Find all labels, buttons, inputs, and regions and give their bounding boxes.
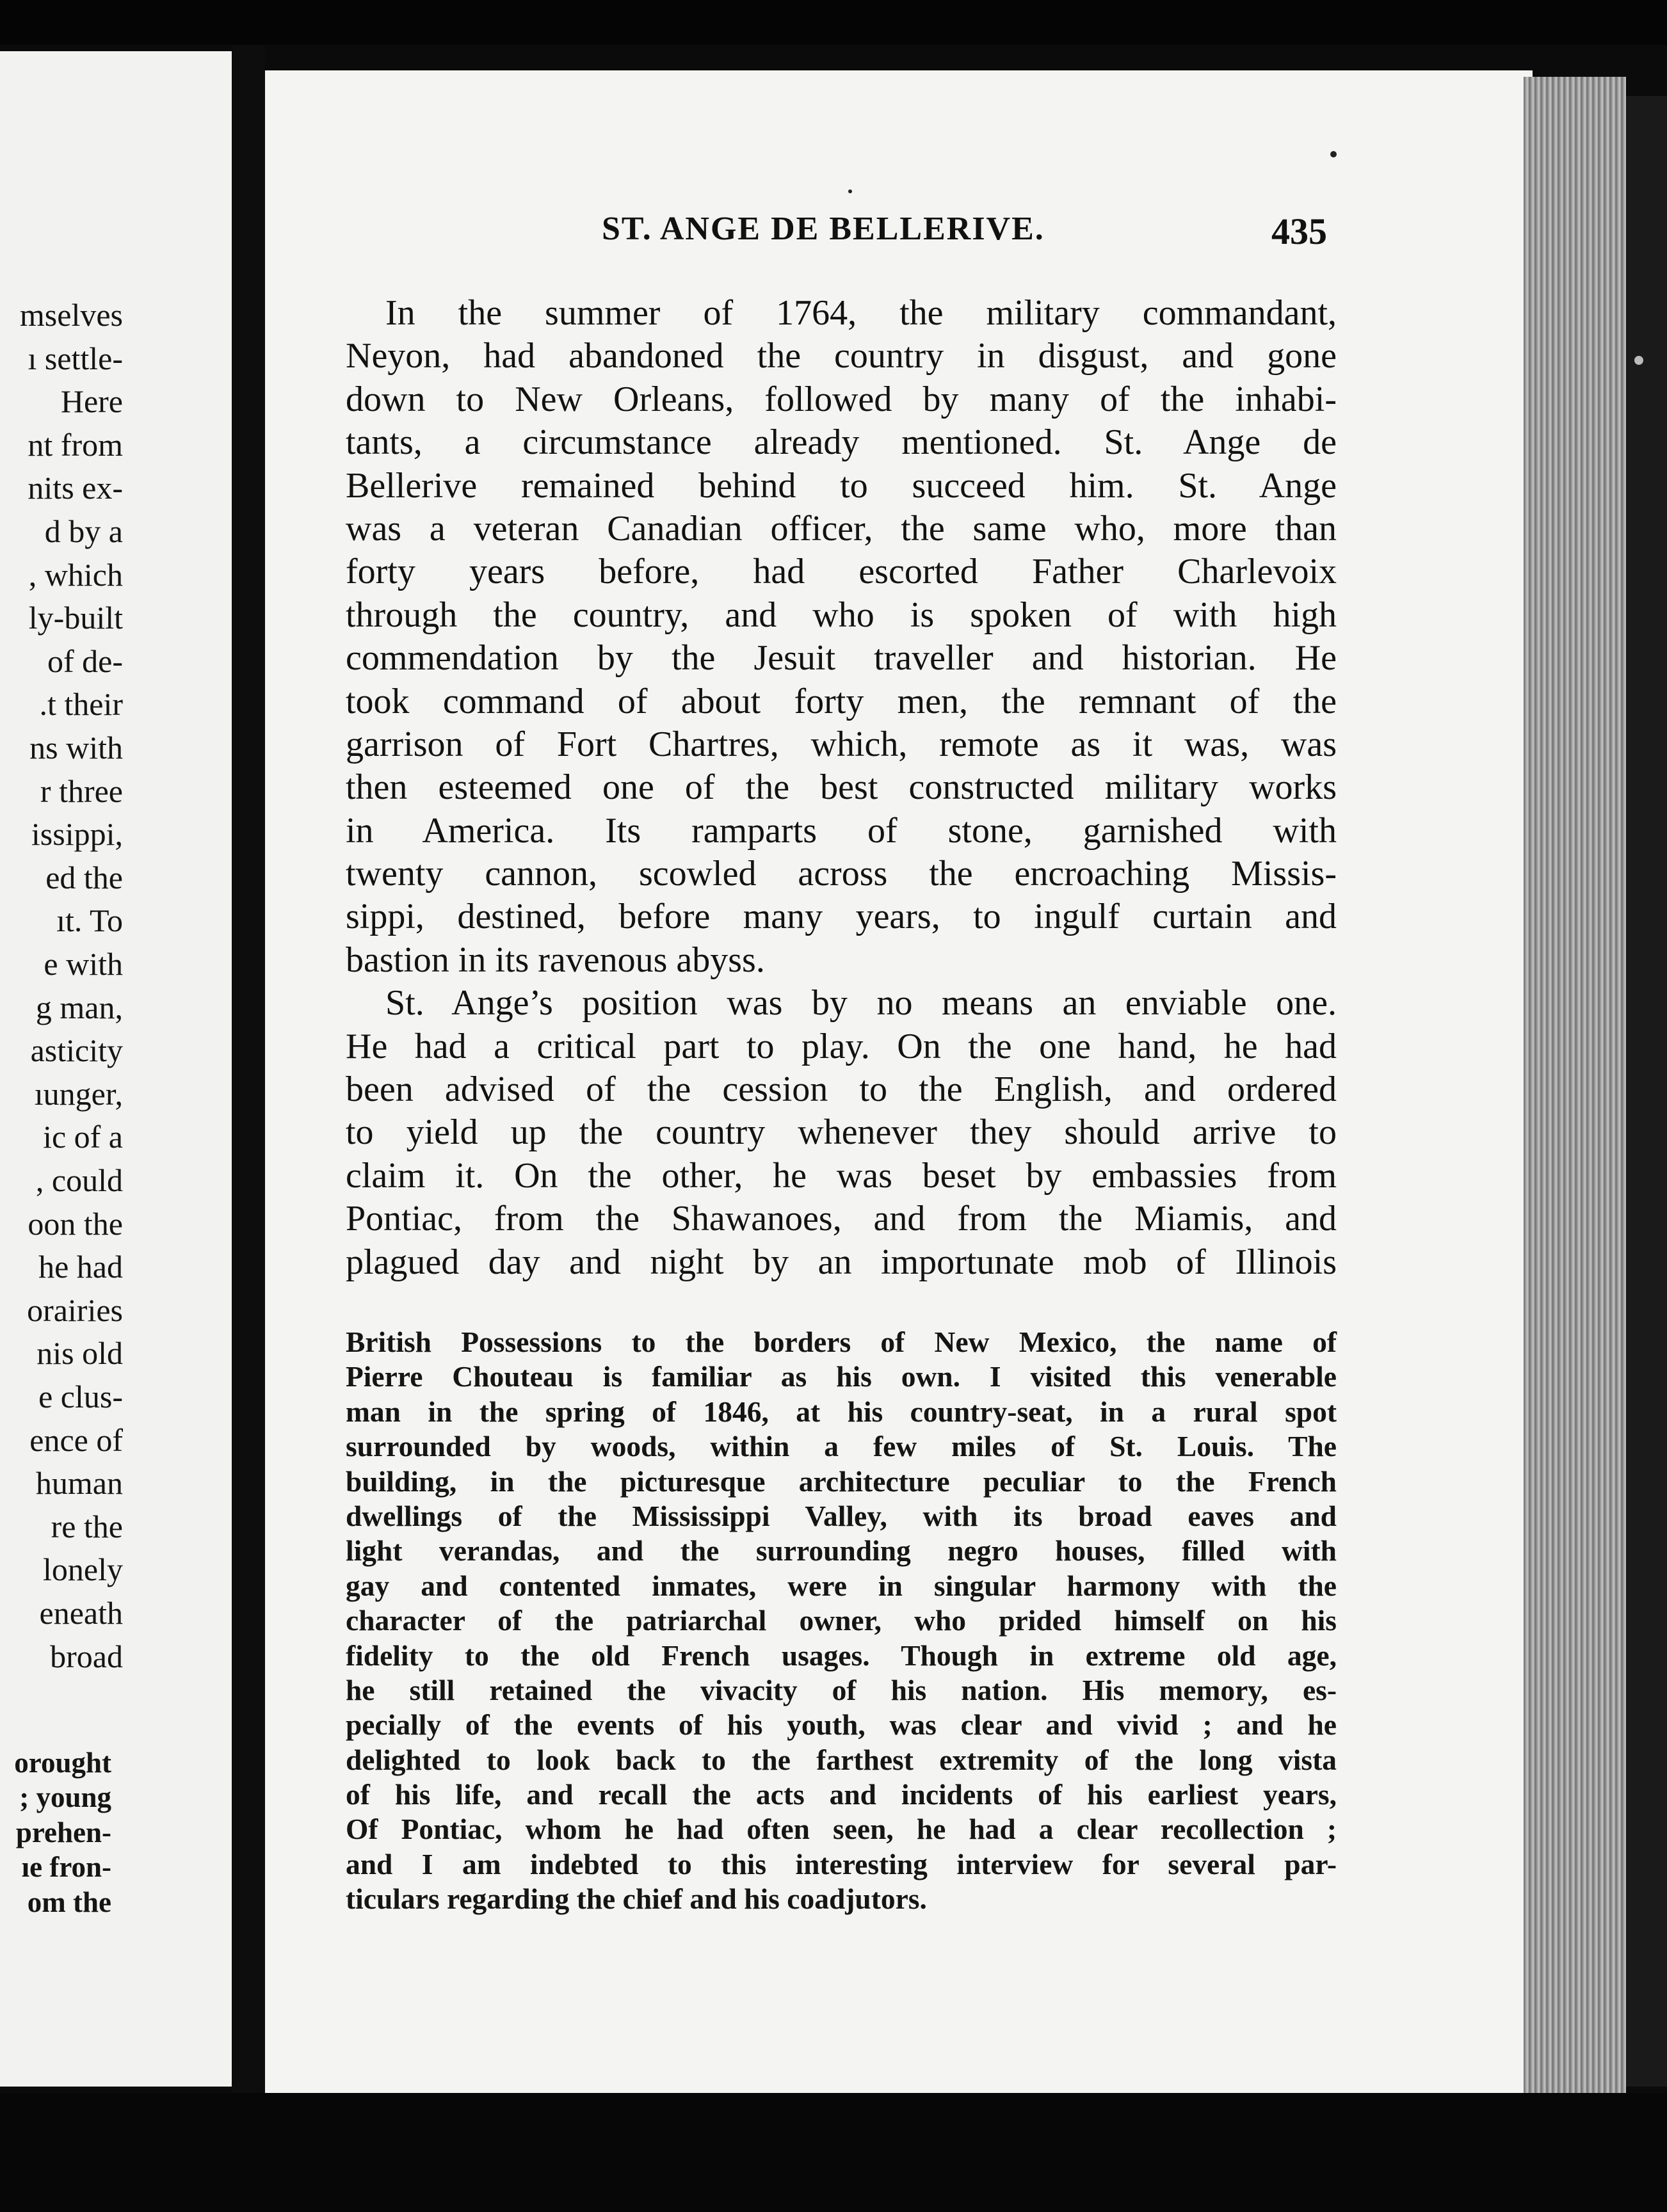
left-page-line: lonely xyxy=(43,1551,123,1588)
left-page-line: ı settle- xyxy=(28,340,123,376)
body-line: twenty cannon, scowled across the encroaching Missis- xyxy=(346,854,1337,894)
left-page-line: nits ex- xyxy=(28,470,123,506)
body-line: He had a critical part to play. On the one hand, he had xyxy=(346,1026,1337,1066)
body-line: through the country, and who is spoken of with high xyxy=(346,595,1337,635)
page-edge-shadow xyxy=(1626,96,1667,2087)
body-line: then esteemed one of the best constructed military works xyxy=(346,767,1337,808)
left-page-line: ic of a xyxy=(43,1119,123,1155)
page-edges xyxy=(1524,77,1626,2093)
left-page-line: , which xyxy=(28,556,123,593)
left-page-line: of de- xyxy=(47,643,123,679)
left-page-line: mselves xyxy=(19,297,123,333)
left-page-line: issippi, xyxy=(31,816,123,853)
footnote xyxy=(346,1325,1337,1917)
left-page-line: Here xyxy=(60,383,123,420)
footnote-line: Of Pontiac, whom he had often seen, he had a clear recollection ; xyxy=(346,1813,1337,1846)
body-text xyxy=(346,292,1337,1284)
scan-bottom-border xyxy=(0,2093,1667,2212)
left-page-footnote-line: prehen- xyxy=(15,1816,111,1848)
footnote-line: man in the spring of 1846, at his country-seat, in a rural spot xyxy=(346,1395,1337,1428)
footnote-line: he still retained the vivacity of his nation. His memory, es- xyxy=(346,1673,1337,1706)
left-page-line: re the xyxy=(51,1508,123,1544)
left-page-line: oon the xyxy=(28,1205,123,1242)
left-page-line: e clus- xyxy=(38,1379,123,1415)
left-page-line: broad xyxy=(50,1638,123,1674)
left-page-line: ly-built xyxy=(28,600,123,636)
left-page-line: e with xyxy=(44,946,123,982)
left-page-line: ed the xyxy=(45,859,123,895)
body-line: Neyon, had abandoned the country in disgust, and gone xyxy=(346,336,1337,376)
footnote-line: British Possessions to the borders of New Mexico, the name of xyxy=(346,1326,1337,1358)
body-line: to yield up the country whenever they should arrive to xyxy=(346,1112,1337,1153)
left-page-line: g man, xyxy=(35,989,123,1025)
body-line: in America. Its ramparts of stone, garnished with xyxy=(346,810,1337,851)
footnote-line: surrounded by woods, within a few miles of St. Louis. The xyxy=(346,1430,1337,1463)
left-page-line: , could xyxy=(35,1162,123,1198)
footnote-line: delighted to look back to the farthest extremity of the long vista xyxy=(346,1743,1337,1776)
scan-speck xyxy=(1330,151,1337,157)
left-facing-page xyxy=(0,51,232,2087)
book-gutter xyxy=(232,45,265,2093)
left-page-line: nis old xyxy=(36,1335,123,1372)
body-line: bastion in its ravenous abyss. xyxy=(346,940,765,980)
footnote-line: building, in the picturesque architecture peculiar to the French xyxy=(346,1464,1337,1498)
left-page-line: ıt. To xyxy=(56,902,123,939)
body-line: sippi, destined, before many years, to ingulf curtain and xyxy=(346,897,1337,937)
running-head: ST. ANGE DE BELLERIVE. xyxy=(602,211,1045,247)
left-page-line: eneath xyxy=(39,1595,123,1631)
footnote-line: character of the patriarchal owner, who prided himself on his xyxy=(346,1604,1337,1637)
body-line: commendation by the Jesuit traveller and historian. He xyxy=(346,638,1337,678)
left-page-line: ence of xyxy=(29,1422,123,1458)
footnote-line: pecially of the events of his youth, was clear and vivid ; and he xyxy=(346,1708,1337,1742)
body-line: took command of about forty men, the remnant of the xyxy=(346,681,1337,721)
body-line: garrison of Fort Chartres, which, remote as it was, was xyxy=(346,724,1337,764)
body-line: down to New Orleans, followed by many of the inhabi- xyxy=(346,379,1337,419)
footnote-line: dwellings of the Mississippi Valley, with its broad eaves and xyxy=(346,1499,1337,1532)
scan-speck xyxy=(848,189,852,193)
footnote-line: Pierre Chouteau is familiar as his own. I visited this venerable xyxy=(346,1360,1337,1393)
body-line: claim it. On the other, he was beset by embassies from xyxy=(346,1155,1337,1196)
left-page-line: d by a xyxy=(44,513,123,549)
body-line: Pontiac, from the Shawanoes, and from the Miamis, and xyxy=(346,1199,1337,1239)
left-page-line: nt from xyxy=(28,426,123,463)
scan-speck xyxy=(1634,356,1643,365)
body-line: In the summer of 1764, the military commandant, xyxy=(385,293,1337,333)
left-page-line: ns with xyxy=(29,730,123,765)
left-page-footnote-line: orought xyxy=(14,1747,111,1779)
left-page-line: ıunger, xyxy=(34,1075,123,1112)
footnote-line: of his life, and recall the acts and incidents of his earliest years, xyxy=(346,1778,1337,1811)
body-line: plagued day and night by an importunate mob of Illinois xyxy=(346,1242,1337,1282)
body-line: been advised of the cession to the English, and ordered xyxy=(346,1070,1337,1110)
left-page-line: r three xyxy=(40,773,123,809)
footnote-line: fidelity to the old French usages. Though in extreme old age, xyxy=(346,1639,1337,1672)
body-line: was a veteran Canadian officer, the same who, more than xyxy=(346,508,1337,549)
body-line: St. Ange’s position was by no means an enviable one. xyxy=(385,983,1337,1023)
left-page-footnote-line: ; young xyxy=(19,1781,111,1814)
page-number: 435 xyxy=(1271,211,1327,252)
body-line: tants, a circumstance already mentioned. St. Ange de xyxy=(346,422,1337,463)
footnote-line: gay and contented inmates, were in singular harmony with the xyxy=(346,1569,1337,1602)
left-page-line: orairies xyxy=(27,1292,123,1328)
body-line: Bellerive remained behind to succeed him. St. Ange xyxy=(346,465,1337,506)
footnote-line: ticulars regarding the chief and his coadjutors. xyxy=(346,1882,927,1916)
left-page-line: .t their xyxy=(39,686,123,723)
left-page-footnote-line: ıe fron- xyxy=(21,1851,111,1884)
left-page-footnote-line: om the xyxy=(27,1886,111,1918)
scan-top-border xyxy=(0,0,1667,45)
left-page-line: he had xyxy=(38,1249,123,1285)
left-page-line: human xyxy=(35,1465,123,1502)
left-page-line: asticity xyxy=(30,1032,123,1069)
footnote-line: light verandas, and the surrounding negro houses, filled with xyxy=(346,1534,1337,1567)
footnote-line: and I am indebted to this interesting interview for several par- xyxy=(346,1847,1337,1880)
body-line: forty years before, had escorted Father Charlevoix xyxy=(346,552,1337,592)
